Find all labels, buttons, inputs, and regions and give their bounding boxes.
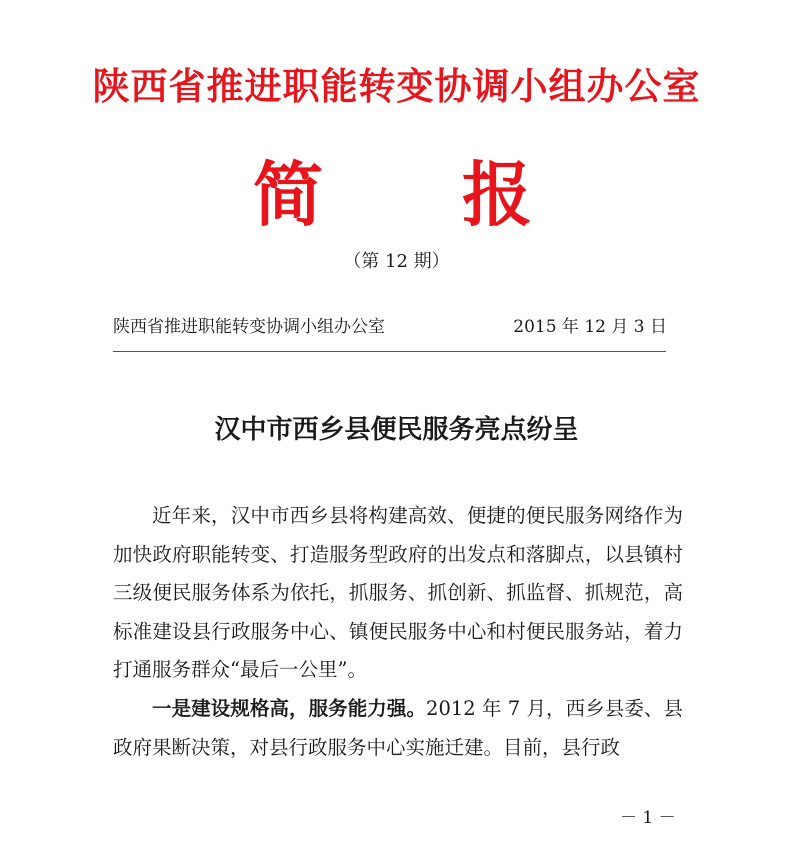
paragraph-2-text: 2012 年 7 月，西乡县委、县政府果断决策，对县行政服务中心实施迁建。目前，县行政 (113, 697, 683, 759)
bulletin-title-char-1: 简 (253, 153, 323, 236)
bulletin-title-char-2: 报 (462, 153, 532, 236)
issuing-organization-header: 陕西省推进职能转变协调小组办公室 (92, 64, 701, 108)
issuer-organization: 陕西省推进职能转变协调小组办公室 (113, 317, 385, 337)
paragraph-2-lead: 一是建设规格高，服务能力强。 (152, 697, 427, 720)
issuer-line (113, 312, 673, 342)
page-number: － 1 － (620, 808, 676, 828)
paragraph-1-text: 近年来，汉中市西乡县将构建高效、便捷的便民服务网络作为加快政府职能转变、打造服务型政府的出发点和落脚点，以县镇村三级便民服务体系为依托，抓服务、抓创新、抓监督、抓规范，高标准建设县行政服务中心、镇便民服务中心和村便民服务站，着力打通服务群众“最后一公里”。 (113, 504, 683, 681)
issue-date: 2015 年 12 月 3 日 (513, 317, 667, 337)
bulletin-title (0, 150, 793, 240)
article-title: 汉中市西乡县便民服务亮点纷呈 (214, 415, 579, 445)
issue-number: （第 12 期） (343, 251, 450, 272)
article-paragraph-1 (113, 497, 683, 690)
red-divider (113, 351, 666, 352)
article-paragraph-2 (113, 690, 683, 767)
paragraph-2 (113, 690, 683, 767)
